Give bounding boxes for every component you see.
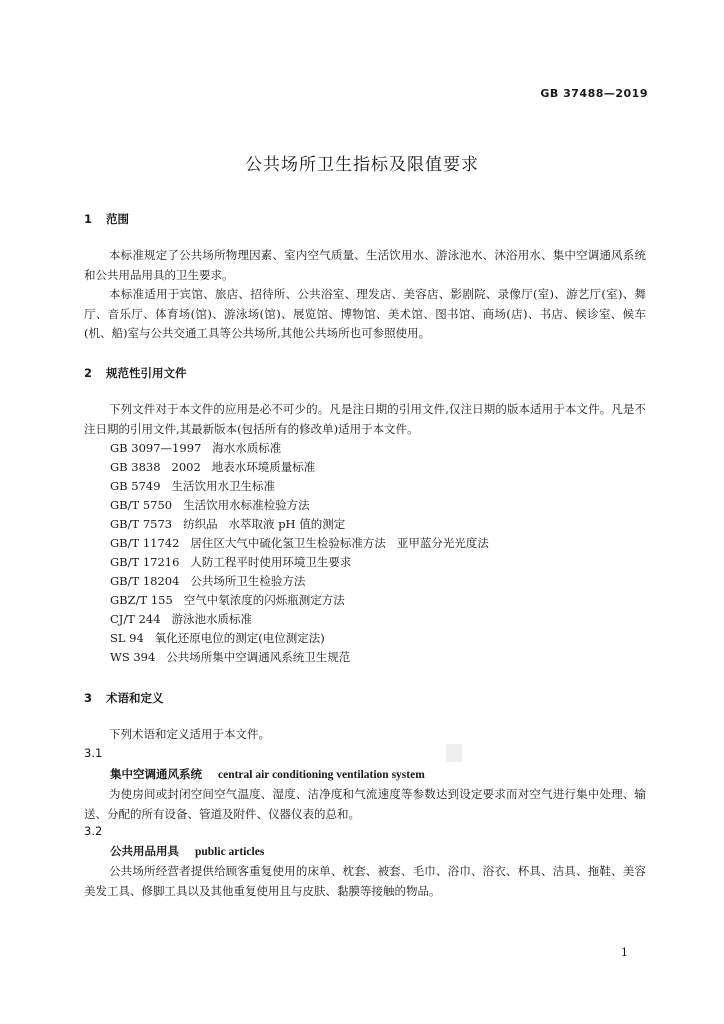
- section-title: 范围: [106, 212, 129, 226]
- term-chinese: 集中空调通风系统: [110, 767, 202, 781]
- reference-item: GBZ/T 155 空气中氡浓度的闪烁瓶测定方法: [110, 593, 345, 607]
- term-definition: 公共场所经营者提供给顾客重复使用的床单、枕套、被套、毛巾、浴巾、浴衣、杯具、洁具、拖鞋、美容美发工具、修脚工具以及其他重复使用且与皮肤、黏膜等接触的物品。: [84, 864, 646, 898]
- term-english: public articles: [195, 846, 265, 858]
- term-heading: [110, 766, 425, 782]
- term-chinese: 公共用品用具: [110, 844, 179, 858]
- section-number: 3: [84, 691, 93, 705]
- reference-item: SL 94 氧化还原电位的测定(电位测定法): [110, 631, 325, 645]
- term-definition: 为使房间或封闭空间空气温度、湿度、洁净度和气流速度等参数达到设定要求而对空气进行集中处理、输送、分配的所有设备、管道及附件、仪器仪表的总和。: [84, 787, 646, 821]
- reference-item: GB 3097—1997 海水水质标准: [110, 441, 282, 455]
- page-number: 1: [621, 946, 628, 959]
- term-heading: [110, 843, 264, 859]
- paragraph: 本标准规定了公共场所物理因素、室内空气质量、生活饮用水、游泳池水、沐浴用水、集中空调通风系统和公共用品用具的卫生要求。: [84, 248, 646, 282]
- reference-item: WS 394 公共场所集中空调通风系统卫生规范: [110, 650, 351, 664]
- reference-item: GB/T 11742 居住区大气中硫化氢卫生检验标准方法 亚甲蓝分光光度法: [110, 536, 489, 550]
- reference-item: GB/T 17216 人防工程平时使用环境卫生要求: [110, 555, 352, 569]
- section-heading-scope: [84, 211, 129, 227]
- paragraph: 下列术语和定义适用于本文件。: [109, 727, 270, 741]
- clause-number: 3.2: [84, 824, 103, 838]
- term-english: central air conditioning ventilation system: [218, 769, 425, 781]
- section-heading-terms-definitions: [84, 690, 164, 706]
- reference-item: GB/T 7573 纺织品 水萃取液 pH 值的测定: [110, 517, 346, 531]
- paragraph: 下列文件对于本文件的应用是必不可少的。凡是注日期的引用文件,仅注日期的版本适用于本文件。凡是不注日期的引用文件,其最新版本(包括所有的修改单)适用于本文件。: [84, 402, 646, 436]
- document-title: 公共场所卫生指标及限值要求: [245, 155, 479, 175]
- reference-item: CJ/T 244 游泳池水质标准: [110, 612, 253, 626]
- paragraph: 本标准适用于宾馆、旅店、招待所、公共浴室、理发店、美容店、影剧院、录像厅(室)、游艺厅(室)、舞厅、音乐厅、体育场(馆)、游泳场(馆)、展览馆、博物馆、美术馆、图书馆、商场(店)、书店、候诊室、候车(机、船)室与公共交通工具等公共场所,其他公共场所也可参照使用。: [84, 287, 646, 340]
- standard-code: GB 37488—2019: [540, 87, 648, 100]
- reference-item: GB/T 18204 公共场所卫生检验方法: [110, 574, 306, 588]
- section-number: 2: [84, 366, 93, 380]
- reference-item: GB 5749 生活饮用水卫生标准: [110, 479, 276, 493]
- section-title: 术语和定义: [106, 691, 164, 705]
- section-heading-normative-references: [84, 365, 187, 381]
- reference-item: GB 3838 2002 地表水环境质量标准: [110, 460, 316, 474]
- section-title: 规范性引用文件: [106, 366, 187, 380]
- section-number: 1: [84, 212, 93, 226]
- scan-artifact: [446, 744, 462, 762]
- reference-item: GB/T 5750 生活饮用水标准检验方法: [110, 498, 310, 512]
- clause-number: 3.1: [84, 746, 103, 760]
